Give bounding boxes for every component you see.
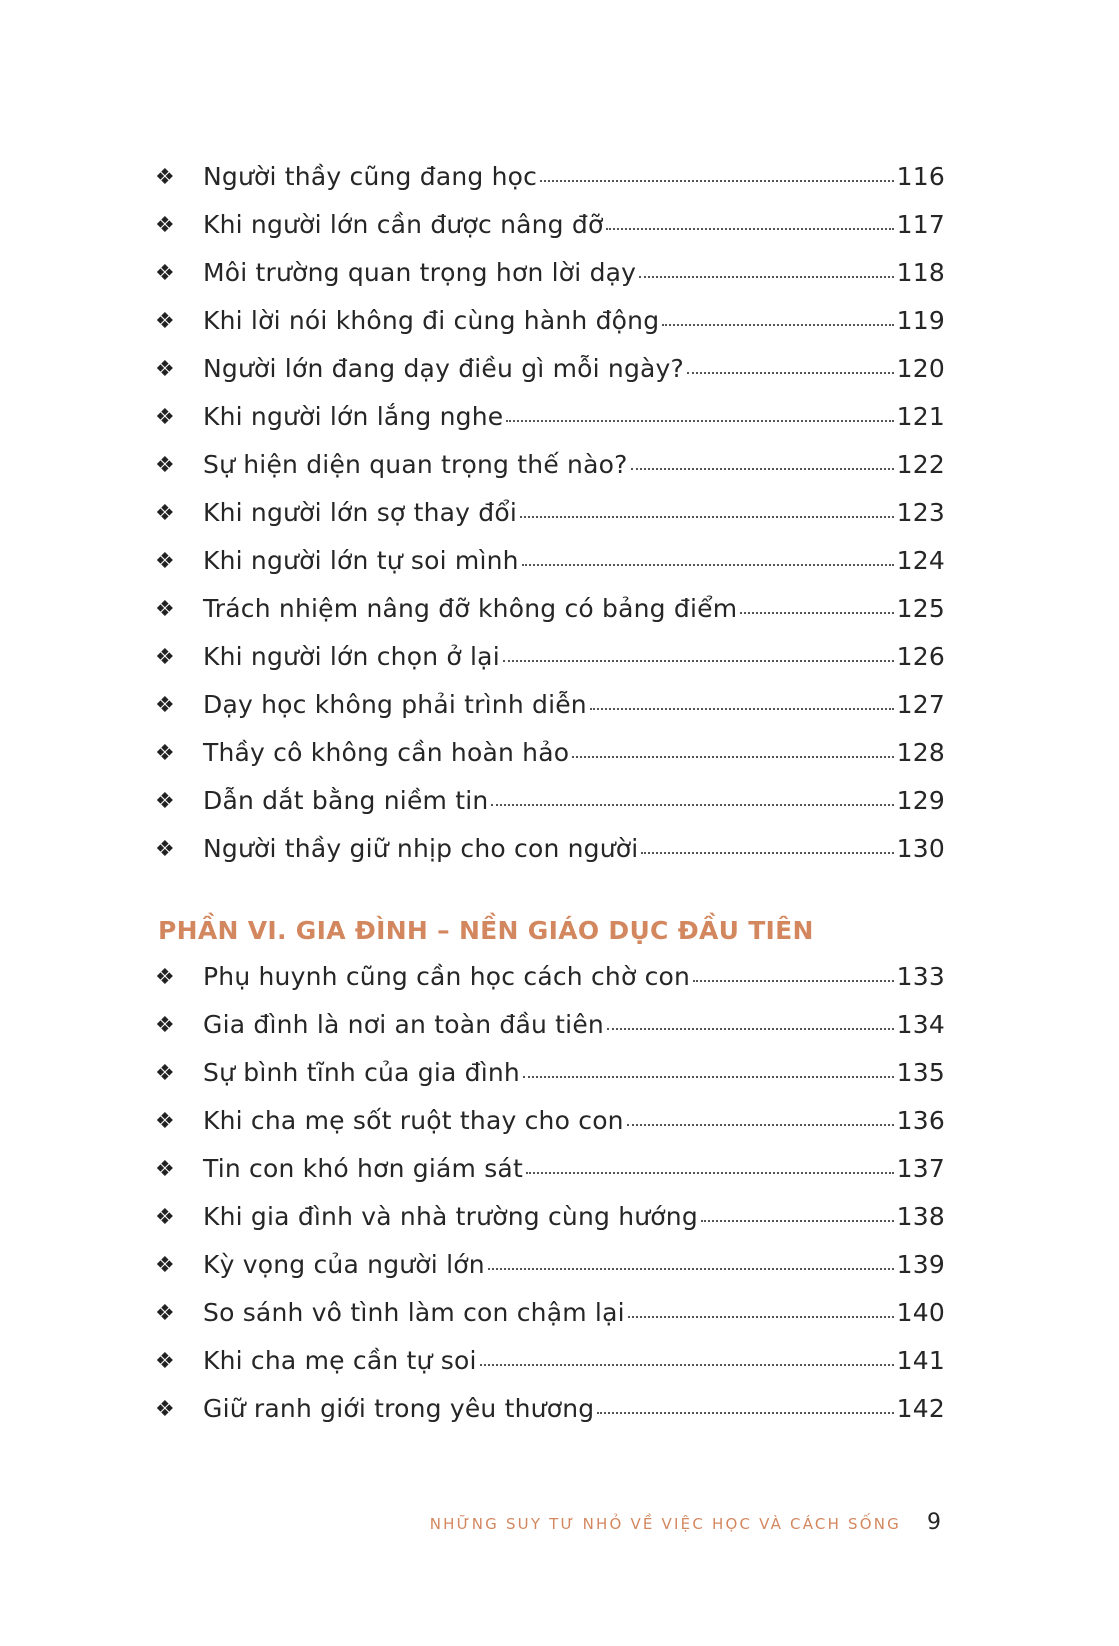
toc-item-page: 130 xyxy=(896,834,945,863)
toc-item-page: 119 xyxy=(896,306,945,335)
diamond-bullet-icon: ❖ xyxy=(155,357,175,382)
toc-item[interactable] xyxy=(155,834,945,882)
dot-leader xyxy=(506,419,893,422)
toc-item[interactable] xyxy=(155,402,945,450)
diamond-bullet-icon: ❖ xyxy=(155,693,175,718)
toc-item-page: 134 xyxy=(896,1010,945,1039)
toc-item-title: Kỳ vọng của người lớn xyxy=(203,1250,485,1279)
toc-item-page: 142 xyxy=(896,1394,945,1423)
toc-item[interactable] xyxy=(155,354,945,402)
toc-item[interactable] xyxy=(155,1058,945,1106)
toc-item-page: 133 xyxy=(896,962,945,991)
toc-item-title: Giữ ranh giới trong yêu thương xyxy=(203,1394,595,1423)
toc-item-title: Khi người lớn lắng nghe xyxy=(203,402,504,431)
toc-item-page: 140 xyxy=(896,1298,945,1327)
dot-leader xyxy=(662,323,893,326)
toc-item-title: Người thầy cũng đang học xyxy=(203,162,538,191)
diamond-bullet-icon: ❖ xyxy=(155,261,175,286)
dot-leader xyxy=(488,1267,894,1270)
toc-item[interactable] xyxy=(155,1010,945,1058)
toc-item-page: 137 xyxy=(896,1154,945,1183)
toc-item-title: So sánh vô tình làm con chậm lại xyxy=(203,1298,625,1327)
dot-leader xyxy=(540,179,894,182)
toc-item-page: 139 xyxy=(896,1250,945,1279)
toc-item-page: 118 xyxy=(896,258,945,287)
diamond-bullet-icon: ❖ xyxy=(155,165,175,190)
toc-item-page: 127 xyxy=(896,690,945,719)
diamond-bullet-icon: ❖ xyxy=(155,1253,175,1278)
diamond-bullet-icon: ❖ xyxy=(155,789,175,814)
toc-item-title: Tin con khó hơn giám sát xyxy=(203,1154,523,1183)
toc-item-title: Sự bình tĩnh của gia đình xyxy=(203,1058,520,1087)
dot-leader xyxy=(628,1315,894,1318)
dot-leader xyxy=(627,1123,894,1126)
diamond-bullet-icon: ❖ xyxy=(155,549,175,574)
toc-item-page: 123 xyxy=(896,498,945,527)
toc-item-title: Gia đình là nơi an toàn đầu tiên xyxy=(203,1010,604,1039)
toc-item[interactable] xyxy=(155,258,945,306)
toc-item-title: Khi gia đình và nhà trường cùng hướng xyxy=(203,1202,698,1231)
dot-leader xyxy=(639,275,894,278)
dot-leader xyxy=(523,1075,894,1078)
dot-leader xyxy=(520,515,894,518)
dot-leader xyxy=(687,371,894,374)
diamond-bullet-icon: ❖ xyxy=(155,1349,175,1374)
toc-item-title: Khi người lớn tự soi mình xyxy=(203,546,519,575)
dot-leader xyxy=(526,1171,894,1174)
section-heading: PHẦN VI. GIA ĐÌNH – NỀN GIÁO DỤC ĐẦU TIÊN xyxy=(158,916,814,945)
toc-item-title: Môi trường quan trọng hơn lời dạy xyxy=(203,258,637,287)
dot-leader xyxy=(693,979,894,982)
toc-item-page: 126 xyxy=(896,642,945,671)
toc-item-title: Người lớn đang dạy điều gì mỗi ngày? xyxy=(203,354,685,383)
toc-item-page: 135 xyxy=(896,1058,945,1087)
dot-leader xyxy=(597,1411,893,1414)
toc-item-page: 129 xyxy=(896,786,945,815)
toc-item-title: Phụ huynh cũng cần học cách chờ con xyxy=(203,962,691,991)
toc-item-page: 124 xyxy=(896,546,945,575)
toc-item-page: 125 xyxy=(896,594,945,623)
dot-leader xyxy=(590,707,894,710)
toc-item-title: Sự hiện diện quan trọng thế nào? xyxy=(203,450,628,479)
diamond-bullet-icon: ❖ xyxy=(155,1205,175,1230)
toc-item[interactable] xyxy=(155,1250,945,1298)
toc-item[interactable] xyxy=(155,1298,945,1346)
diamond-bullet-icon: ❖ xyxy=(155,453,175,478)
toc-item[interactable] xyxy=(155,738,945,786)
toc-item[interactable] xyxy=(155,546,945,594)
diamond-bullet-icon: ❖ xyxy=(155,1061,175,1086)
toc-item[interactable] xyxy=(155,786,945,834)
toc-item-page: 121 xyxy=(896,402,945,431)
diamond-bullet-icon: ❖ xyxy=(155,309,175,334)
toc-list-part5 xyxy=(155,162,945,882)
toc-item-page: 136 xyxy=(896,1106,945,1135)
diamond-bullet-icon: ❖ xyxy=(155,597,175,622)
toc-item-page: 138 xyxy=(896,1202,945,1231)
diamond-bullet-icon: ❖ xyxy=(155,1397,175,1422)
diamond-bullet-icon: ❖ xyxy=(155,645,175,670)
toc-item-title: Khi người lớn chọn ở lại xyxy=(203,642,500,671)
page-footer xyxy=(430,1510,941,1535)
toc-item-page: 117 xyxy=(896,210,945,239)
toc-item[interactable] xyxy=(155,1202,945,1250)
dot-leader xyxy=(607,1027,894,1030)
diamond-bullet-icon: ❖ xyxy=(155,1301,175,1326)
diamond-bullet-icon: ❖ xyxy=(155,501,175,526)
toc-item-title: Khi cha mẹ cần tự soi xyxy=(203,1346,477,1375)
toc-item[interactable] xyxy=(155,1154,945,1202)
toc-item-title: Dẫn dắt bằng niềm tin xyxy=(203,786,489,815)
diamond-bullet-icon: ❖ xyxy=(155,1013,175,1038)
toc-item[interactable] xyxy=(155,306,945,354)
diamond-bullet-icon: ❖ xyxy=(155,405,175,430)
toc-item[interactable] xyxy=(155,690,945,738)
dot-leader xyxy=(503,659,894,662)
diamond-bullet-icon: ❖ xyxy=(155,1109,175,1134)
dot-leader xyxy=(641,851,893,854)
toc-item-title: Khi người lớn sợ thay đổi xyxy=(203,498,517,527)
toc-item[interactable] xyxy=(155,1106,945,1154)
toc-item[interactable] xyxy=(155,498,945,546)
dot-leader xyxy=(572,755,893,758)
toc-item-page: 128 xyxy=(896,738,945,767)
toc-item[interactable] xyxy=(155,1346,945,1394)
toc-item-title: Khi cha mẹ sốt ruột thay cho con xyxy=(203,1106,624,1135)
diamond-bullet-icon: ❖ xyxy=(155,741,175,766)
toc-list-part6 xyxy=(155,962,945,1442)
dot-leader xyxy=(480,1363,894,1366)
running-title: NHỮNG SUY TƯ NHỎ VỀ VIỆC HỌC VÀ CÁCH SỐNG xyxy=(429,1515,901,1533)
toc-item[interactable] xyxy=(155,642,945,690)
toc-item-title: Khi người lớn cần được nâng đỡ xyxy=(203,210,604,239)
toc-item[interactable] xyxy=(155,162,945,210)
toc-item-page: 116 xyxy=(896,162,945,191)
toc-item-title: Trách nhiệm nâng đỡ không có bảng điểm xyxy=(203,594,738,623)
toc-item[interactable] xyxy=(155,1394,945,1442)
diamond-bullet-icon: ❖ xyxy=(155,1157,175,1182)
diamond-bullet-icon: ❖ xyxy=(155,965,175,990)
dot-leader xyxy=(701,1219,894,1222)
toc-item[interactable] xyxy=(155,962,945,1010)
toc-item-title: Thầy cô không cần hoàn hảo xyxy=(203,738,570,767)
toc-item-page: 120 xyxy=(896,354,945,383)
toc-item-page: 141 xyxy=(896,1346,945,1375)
toc-item[interactable] xyxy=(155,210,945,258)
dot-leader xyxy=(606,227,893,230)
dot-leader xyxy=(740,611,893,614)
toc-item-title: Người thầy giữ nhịp cho con người xyxy=(203,834,639,863)
toc-item-page: 122 xyxy=(896,450,945,479)
page-number: 9 xyxy=(927,1510,941,1535)
dot-leader xyxy=(631,467,894,470)
diamond-bullet-icon: ❖ xyxy=(155,837,175,862)
toc-item-title: Khi lời nói không đi cùng hành động xyxy=(203,306,660,335)
dot-leader xyxy=(522,563,894,566)
diamond-bullet-icon: ❖ xyxy=(155,213,175,238)
toc-item[interactable] xyxy=(155,594,945,642)
toc-item-title: Dạy học không phải trình diễn xyxy=(203,690,587,719)
dot-leader xyxy=(491,803,893,806)
toc-item[interactable] xyxy=(155,450,945,498)
